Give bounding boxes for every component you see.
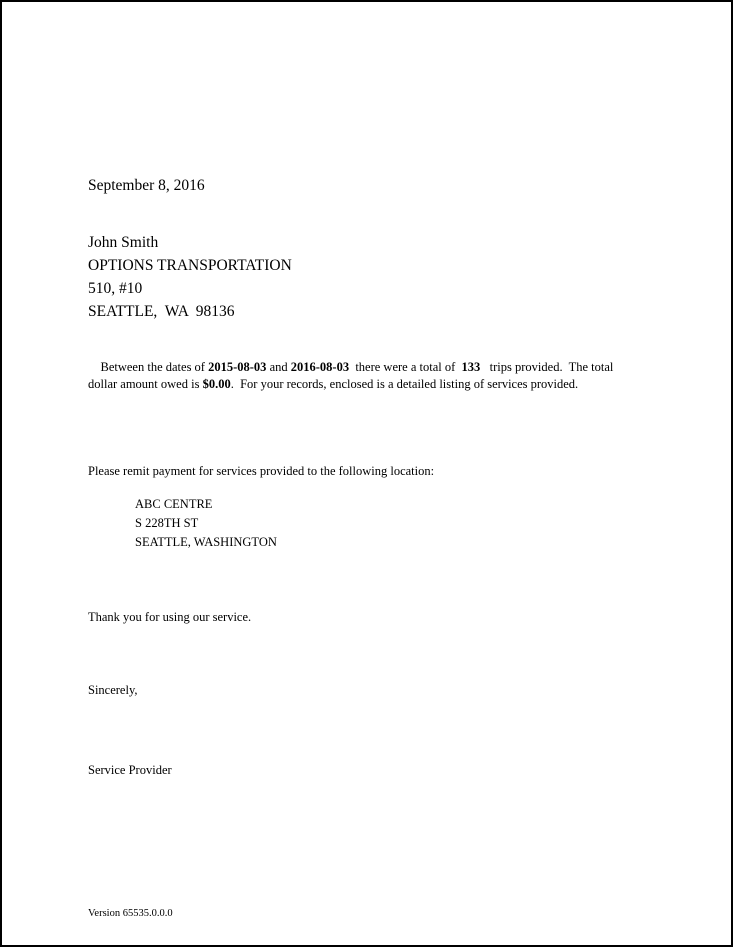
remittance-location-city: SEATTLE, WASHINGTON	[135, 535, 277, 549]
recipient-name: John Smith	[88, 234, 159, 251]
thank-you-line: Thank you for using our service.	[88, 610, 252, 624]
letter-date: September 8, 2016	[88, 177, 205, 194]
summary-text-between-dates: and	[266, 360, 291, 374]
signoff-line: Sincerely,	[88, 683, 138, 697]
recipient-company: OPTIONS TRANSPORTATION	[88, 257, 292, 274]
trip-summary-paragraph	[88, 342, 640, 410]
remittance-instruction: Please remit payment for services provided to the following location:	[88, 464, 435, 478]
summary-text-after-count: trips provided. The total dollar amount owed is	[88, 360, 617, 391]
summary-text-after-amount: . For your records, enclosed is a detailed listing of services provided.	[230, 377, 579, 391]
summary-trip-count: 133	[461, 360, 481, 374]
summary-text-after-end: there were a total of	[349, 360, 462, 374]
remittance-location-street: S 228TH ST	[135, 516, 199, 530]
summary-start-date: 2015-08-03	[208, 360, 267, 374]
summary-text-before-start: Between the dates of	[100, 360, 209, 374]
remittance-address-block	[135, 495, 277, 552]
signature-line: Service Provider	[88, 763, 172, 777]
summary-amount-owed: $0.00	[202, 377, 231, 391]
recipient-address-block	[88, 231, 292, 323]
recipient-street: 510, #10	[88, 280, 143, 297]
version-footer: Version 65535.0.0.0	[88, 908, 173, 919]
recipient-city-state-zip: SEATTLE, WA 98136	[88, 303, 235, 320]
remittance-location-name: ABC CENTRE	[135, 497, 213, 511]
summary-end-date: 2016-08-03	[290, 360, 350, 374]
